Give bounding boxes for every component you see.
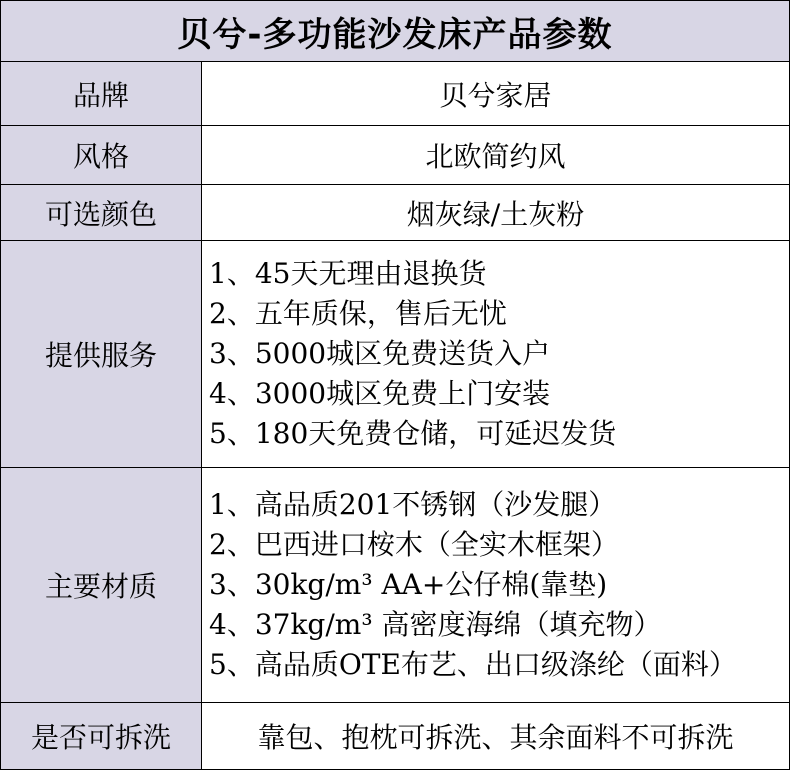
row-materials [1,468,789,703]
list-item: 4、3000城区免费上门安装 [209,377,551,410]
row-label: 是否可拆洗 [1,703,202,769]
row-label: 风格 [1,126,202,184]
row-label: 品牌 [1,62,202,125]
row-colors [1,185,789,241]
list-item: 2、五年质保，售后无忧 [209,297,507,330]
list-item: 3、5000城区免费送货入户 [209,337,551,370]
material-list [209,468,789,702]
list-item: 5、180天免费仓储，可延迟发货 [209,417,617,450]
row-brand [1,62,789,126]
row-value: 北欧简约风 [425,140,566,173]
table-title: 贝兮-多功能沙发床产品参数 [1,1,789,62]
service-list [209,241,789,467]
list-item: 3、30kg/m³ AA+公仔棉(靠垫) [209,568,608,601]
row-washable [1,703,789,769]
list-item: 1、高品质201不锈钢（沙发腿） [209,488,617,521]
row-value: 烟灰绿/土灰粉 [406,197,585,231]
row-style [1,126,789,185]
list-item: 2、巴西进口桉木（全实木框架） [209,528,619,561]
row-label: 提供服务 [1,241,202,467]
row-label: 主要材质 [1,468,202,702]
row-services [1,241,789,468]
list-item: 5、高品质OTE布艺、出口级涤纶（面料） [209,648,737,681]
list-item: 4、37kg/m³ 高密度海绵（填充物） [209,608,662,641]
row-value: 贝兮家居 [439,78,552,112]
row-value: 靠包、抱枕可拆洗、其余面料不可拆洗 [257,721,734,754]
list-item: 1、45天无理由退换货 [209,257,487,290]
row-label: 可选颜色 [1,185,202,240]
